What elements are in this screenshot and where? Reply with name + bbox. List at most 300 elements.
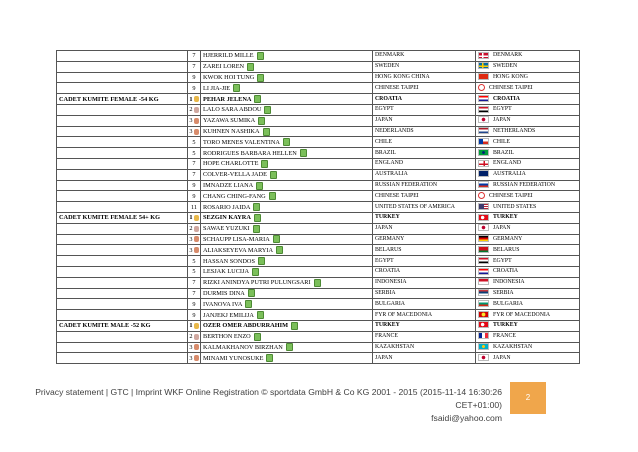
athlete-name-cell [201,342,373,353]
athlete-name: BERTHON ENZO [203,333,251,341]
flag-country-name: FRANCE [493,333,516,340]
rank-cell [188,51,201,62]
athlete-name-cell [201,61,373,72]
athlete-profile-icon[interactable] [269,192,276,200]
athlete-name: PEHAR JELENA [203,95,252,103]
flag-country-cell [476,212,580,223]
bronze-medal-icon [194,118,199,124]
athlete-profile-icon[interactable] [300,149,307,157]
athlete-name: COLVER-VELLA JADE [203,171,267,179]
flag-country-cell [476,277,580,288]
rank-value: 9 [192,84,196,92]
country-cell: BELARUS [373,245,476,256]
rank-cell [188,202,201,213]
athlete-name: JANJEKJ EMILIJA [203,311,254,319]
category-cell [57,266,188,277]
flag-country-name: SWEDEN [493,63,518,70]
rank-value: 3 [189,235,193,243]
flag-country-cell [476,353,580,364]
dk-flag-icon [478,52,489,59]
table-row [57,51,580,62]
country-cell: EGYPT [373,104,476,115]
country-cell: INDONESIA [373,277,476,288]
rank-value: 2 [189,225,193,233]
rank-cell [188,299,201,310]
rank-cell [188,353,201,364]
bronze-medal-icon [194,344,199,350]
athlete-profile-icon[interactable] [254,333,261,341]
country-cell: SERBIA [373,288,476,299]
rs-flag-icon [478,289,489,296]
athlete-name: LI JIA-JIE [203,84,231,92]
category-cell [57,83,188,94]
rank-value: 3 [189,343,193,351]
category-cell [57,234,188,245]
ru-flag-icon [478,181,489,188]
rank-value: 5 [192,257,196,265]
results-table [56,50,580,364]
tpe-flag-icon [478,192,485,199]
flag-country-cell [476,94,580,105]
category-cell [57,51,188,62]
rank-cell [188,137,201,148]
athlete-name: RODRIGUES BARBARA HELLEN [203,149,297,157]
flag-country-name: ENGLAND [493,160,522,167]
athlete-name-cell [201,320,373,331]
rank-cell [188,104,201,115]
country-cell: EGYPT [373,256,476,267]
country-cell: GERMANY [373,234,476,245]
athlete-profile-icon[interactable] [253,203,260,211]
rank-value: 9 [192,300,196,308]
athlete-name: IVANOVA IVA [203,300,243,308]
athlete-name-cell [201,245,373,256]
table-row [57,277,580,288]
athlete-name: ZAREI LOREN [203,63,245,71]
flag-country-cell [476,115,580,126]
rank-cell [188,256,201,267]
athlete-profile-icon[interactable] [276,246,283,254]
athlete-name-cell [201,83,373,94]
athlete-name-cell [201,202,373,213]
rank-cell [188,266,201,277]
flag-country-cell [476,342,580,353]
athlete-profile-icon[interactable] [257,74,264,82]
bronze-medal-icon [194,129,199,135]
category-cell [57,115,188,126]
country-cell: BULGARIA [373,299,476,310]
rank-cell [188,83,201,94]
athlete-profile-icon[interactable] [253,225,260,233]
flag-country-cell [476,331,580,342]
rank-cell [188,288,201,299]
category-cell [57,169,188,180]
flag-country-name: BULGARIA [493,300,523,307]
athlete-name: RIZKI ANINDYA PUTRI PULUNGSARI [203,279,311,287]
athlete-name-cell [201,115,373,126]
table-row [57,180,580,191]
table-row [57,94,580,105]
page-number-badge [510,382,546,414]
flag-country-cell [476,137,580,148]
category-cell [57,126,188,137]
hk-flag-icon [478,73,489,80]
tr-flag-icon [478,214,489,221]
rank-value: 7 [192,63,196,71]
athlete-profile-icon[interactable] [257,52,264,60]
flag-country-cell [476,104,580,115]
flag-country-cell [476,180,580,191]
rank-value: 3 [189,354,193,362]
flag-country-cell [476,51,580,62]
country-cell: FYR OF MACEDONIA [373,310,476,321]
athlete-name: MINAMI YUNOSUKE [203,354,264,362]
rank-value: 1 [189,322,193,330]
bronze-medal-icon [194,355,199,361]
flag-country-name: DENMARK [493,52,523,59]
table-row [57,256,580,267]
country-cell: CHILE [373,137,476,148]
flag-country-cell [476,234,580,245]
athlete-name-cell [201,331,373,342]
rank-value: 2 [189,333,193,341]
flag-country-name: INDONESIA [493,279,525,286]
bronze-medal-icon [194,247,199,253]
footer-email: fsaidi@yahoo.com [431,413,502,423]
rank-cell [188,180,201,191]
athlete-profile-icon[interactable] [248,289,255,297]
gold-medal-icon [194,215,199,221]
flag-country-name: TURKEY [493,322,518,329]
tpe-flag-icon [478,84,485,91]
athlete-profile-icon[interactable] [258,117,265,125]
category-cell [57,104,188,115]
rank-cell [188,126,201,137]
athlete-name-cell [201,310,373,321]
hr-flag-icon [478,95,489,102]
athlete-name: CHANG CHING-FANG [203,192,266,200]
rank-cell [188,94,201,105]
table-row [57,320,580,331]
category-cell [57,191,188,202]
by-flag-icon [478,246,489,253]
jp-flag-icon [478,354,489,361]
flag-country-cell [476,299,580,310]
table-row [57,310,580,321]
silver-medal-icon [194,226,199,232]
table-row [57,331,580,342]
athlete-name-cell [201,353,373,364]
category-cell [57,148,188,159]
country-cell: CROATIA [373,94,476,105]
flag-country-name: AUSTRALIA [493,171,526,178]
table-row [57,266,580,277]
rank-value: 11 [190,203,198,211]
rank-cell [188,310,201,321]
athlete-profile-icon[interactable] [258,257,265,265]
country-cell: RUSSIAN FEDERATION [373,180,476,191]
country-cell: TURKEY [373,212,476,223]
category-cell [57,310,188,321]
rank-cell [188,169,201,180]
athlete-name: HASSAN SONDOS [203,257,255,265]
athlete-profile-icon[interactable] [254,214,261,222]
country-cell: JAPAN [373,223,476,234]
rank-cell [188,115,201,126]
athlete-name-cell [201,137,373,148]
table-row [57,234,580,245]
athlete-name: OZER OMER ABDURRAHIM [203,322,289,330]
table-row [57,191,580,202]
athlete-name: SAWAE YUZUKI [203,225,250,233]
athlete-name-cell [201,158,373,169]
flag-country-name: CHILE [493,138,511,145]
rank-value: 1 [189,214,193,222]
rank-value: 7 [192,160,196,168]
athlete-profile-icon[interactable] [270,171,277,179]
rank-cell [188,61,201,72]
athlete-profile-icon[interactable] [266,354,273,362]
category-cell [57,61,188,72]
flag-country-name: KAZAKHSTAN [493,343,533,350]
flag-country-name: SERBIA [493,289,514,296]
athlete-profile-icon[interactable] [247,63,254,71]
athlete-profile-icon[interactable] [256,182,263,190]
rank-value: 1 [189,95,193,103]
athlete-name-cell [201,94,373,105]
rank-value: 7 [192,52,196,60]
rank-value: 5 [192,138,196,146]
flag-country-cell [476,223,580,234]
kz-flag-icon [478,343,489,350]
athlete-name: LESJAK LUCIJA [203,268,250,276]
country-cell: JAPAN [373,115,476,126]
flag-country-cell [476,148,580,159]
country-cell: FRANCE [373,331,476,342]
athlete-name-cell [201,256,373,267]
category-cell [57,137,188,148]
athlete-name-cell [201,126,373,137]
id-flag-icon [478,278,489,285]
athlete-name-cell [201,299,373,310]
country-cell: SWEDEN [373,61,476,72]
page-footer [0,386,502,425]
flag-country-cell [476,83,580,94]
athlete-name-cell [201,72,373,83]
flag-country-cell [476,191,580,202]
country-cell: BRAZIL [373,148,476,159]
athlete-name: ROSARIO JAIDA [203,203,251,211]
athlete-profile-icon[interactable] [273,235,280,243]
flag-country-name: EGYPT [493,257,512,264]
category-cell [57,180,188,191]
athlete-name: IMNADZE LIANA [203,181,254,189]
athlete-name-cell [201,104,373,115]
athlete-name: KWOK HOI TUNG [203,73,255,81]
athlete-name-cell [201,148,373,159]
flag-country-name: JAPAN [493,354,511,361]
table-row [57,83,580,94]
athlete-name: YAZAWA SUMIKA [203,117,256,125]
flag-country-name: NETHERLANDS [493,127,536,134]
flag-country-name: CHINESE TAIPEI [489,192,533,199]
country-cell: ENGLAND [373,158,476,169]
table-row [57,245,580,256]
athlete-profile-icon[interactable] [291,322,298,330]
athlete-name-cell [201,266,373,277]
rank-cell [188,223,201,234]
rank-value: 7 [192,171,196,179]
rank-value: 9 [192,73,196,81]
category-cell [57,299,188,310]
flag-country-cell [476,158,580,169]
rank-cell [188,342,201,353]
athlete-name: KUHNEN NASHIKA [203,127,260,135]
category-cell [57,353,188,364]
flag-country-cell [476,245,580,256]
rank-cell [188,331,201,342]
flag-country-cell [476,310,580,321]
athlete-name: DURMIS DINA [203,289,245,297]
country-cell: JAPAN [373,353,476,364]
table-row [57,158,580,169]
athlete-profile-icon[interactable] [264,106,271,114]
table-row [57,61,580,72]
rank-value: 7 [192,279,196,287]
country-cell: CHINESE TAIPEI [373,83,476,94]
athlete-name-cell [201,212,373,223]
page-number: 2 [525,393,531,402]
rank-value: 9 [192,311,196,319]
flag-country-name: FYR OF MACEDONIA [493,311,551,318]
category-cell [57,158,188,169]
athlete-profile-icon[interactable] [233,84,240,92]
gold-medal-icon [194,323,199,329]
athlete-profile-icon[interactable] [245,300,252,308]
flag-country-name: JAPAN [493,117,511,124]
flag-country-name: TURKEY [493,214,518,221]
table-row [57,104,580,115]
flag-country-cell [476,169,580,180]
rank-value: 2 [189,106,193,114]
br-flag-icon [478,149,489,156]
table-row [57,148,580,159]
athlete-name: TORO MENES VALENTINA [203,138,280,146]
category-cell [57,245,188,256]
jp-flag-icon [478,224,489,231]
rank-cell [188,148,201,159]
flag-country-cell [476,202,580,213]
rank-value: 3 [189,127,193,135]
athlete-profile-icon[interactable] [286,343,293,351]
athlete-name: KALMAKHANOV BIRZHAN [203,343,283,351]
gold-medal-icon [194,96,199,102]
country-cell: UNITED STATES OF AMERICA [373,202,476,213]
category-cell: CADET KUMITE MALE -52 KG [57,320,188,331]
flag-country-name: CROATIA [493,268,519,275]
flag-country-cell [476,266,580,277]
rank-cell [188,234,201,245]
flag-country-name: GERMANY [493,235,523,242]
athlete-profile-icon[interactable] [314,279,321,287]
country-cell: TURKEY [373,320,476,331]
athlete-profile-icon[interactable] [263,128,270,136]
hr-flag-icon [478,268,489,275]
table-row [57,353,580,364]
fr-flag-icon [478,332,489,339]
rank-value: 3 [189,246,193,254]
athlete-name-cell [201,180,373,191]
athlete-name: SCHAUPP LISA-MARIA [203,235,270,243]
category-cell [57,256,188,267]
table-row [57,72,580,83]
silver-medal-icon [194,107,199,113]
nl-flag-icon [478,127,489,134]
se-flag-icon [478,62,489,69]
rank-cell [188,158,201,169]
de-flag-icon [478,235,489,242]
table-row [57,288,580,299]
flag-country-name: BRAZIL [493,149,514,156]
rank-cell [188,191,201,202]
flag-country-cell [476,288,580,299]
athlete-name-cell [201,277,373,288]
flag-country-name: CHINESE TAIPEI [489,84,533,91]
bg-flag-icon [478,300,489,307]
athlete-name-cell [201,288,373,299]
eg-flag-icon [478,106,489,113]
cl-flag-icon [478,138,489,145]
flag-country-name: RUSSIAN FEDERATION [493,181,555,188]
athlete-profile-icon[interactable] [261,160,268,168]
athlete-profile-icon[interactable] [257,311,264,319]
flag-country-name: JAPAN [493,225,511,232]
athlete-name: HOPE CHARLOTTE [203,160,259,168]
athlete-profile-icon[interactable] [254,95,261,103]
rank-cell [188,72,201,83]
category-cell [57,202,188,213]
flag-country-cell [476,256,580,267]
flag-country-cell [476,320,580,331]
au-flag-icon [478,170,489,177]
athlete-name-cell [201,169,373,180]
rank-value: 3 [189,117,193,125]
table-row [57,126,580,137]
rank-cell [188,212,201,223]
bronze-medal-icon [194,236,199,242]
rank-value: 9 [192,192,196,200]
country-cell: KAZAKHSTAN [373,342,476,353]
jp-flag-icon [478,116,489,123]
athlete-profile-icon[interactable] [283,138,290,146]
eg-flag-icon [478,257,489,264]
country-cell: AUSTRALIA [373,169,476,180]
category-cell [57,331,188,342]
rank-value: 5 [192,268,196,276]
flag-country-name: BELARUS [493,246,520,253]
table-row [57,202,580,213]
category-cell [57,72,188,83]
athlete-name-cell [201,234,373,245]
table-row [57,137,580,148]
athlete-profile-icon[interactable] [252,268,259,276]
category-cell [57,342,188,353]
flag-country-name: CROATIA [493,95,520,102]
category-cell: CADET KUMITE FEMALE 54+ KG [57,212,188,223]
category-cell [57,277,188,288]
table-row [57,223,580,234]
flag-country-name: EGYPT [493,106,512,113]
